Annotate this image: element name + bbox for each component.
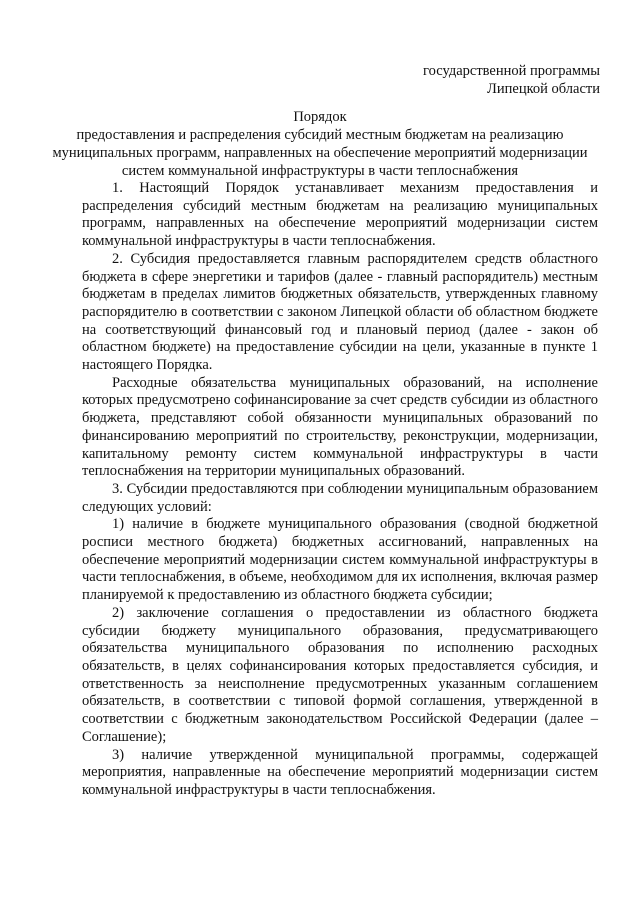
document-title xyxy=(40,108,600,180)
header-program-line: государственной программы xyxy=(423,63,600,79)
paragraph-obligations: Расходные обязательства муниципальных образований, на исполнение которых предусмотрено софинансирование за счет средств субсидии из областного бюджета, представляют собой обязанности муниципальных образований по финансированию мероприятий по строительству, реконструкции, модернизации, капитальному ремонту систем коммунальной инфраструктуры в части теплоснабжения на территории муниципальных образований. xyxy=(82,374,598,480)
paragraph-2: 2. Субсидия предоставляется главным распорядителем средств областного бюджета в сфере энергетики и тарифов (далее - главный распорядитель) местным бюджетам в пределах лимитов бюджетных обязательств, утвержденных главному распорядителю в соответствии с законом Липецкой области об областном бюджете на соответствующий финансовый год и плановый период (далее - закон об областном бюджете) на предоставление субсидии на цели, указанные в пункте 1 настоящего Порядка. xyxy=(82,250,598,374)
condition-2: 2) заключение соглашения о предоставлении из областного бюджета субсидии бюджету муниципального образования, предусматривающего обязательства муниципального образования по исполнению расходных обязательств, в целях софинансирования которых предоставляется субсидия, и ответственность за неисполнение предусмотренных указанным соглашением обязательств, в соответствии с типовой формой соглашения, утвержденной в соответствии с бюджетным законодательством Российской Федерации (далее – Соглашение); xyxy=(82,604,598,745)
condition-1: 1) наличие в бюджете муниципального образования (сводной бюджетной росписи местного бюджета) бюджетных ассигнований, направленных на обеспечение мероприятий модернизации систем коммунальной инфраструктуры в части теплоснабжения, в объеме, необходимом для их исполнения, включая размер планируемой к предоставлению из областного бюджета субсидии; xyxy=(82,516,598,604)
paragraph-1: 1. Настоящий Порядок устанавливает механизм предоставления и распределения субсидий местным бюджетам на реализацию муниципальных программ, направленных на обеспечение мероприятий модернизации систем коммунальной инфраструктуры в части теплоснабжения. xyxy=(82,180,598,250)
document-body xyxy=(82,180,598,800)
header-region-line: Липецкой области xyxy=(487,81,600,97)
title-subtitle: предоставления и распределения субсидий местным бюджетам на реализацию муниципальных программ, направленных на обеспечение мероприятий модернизации систем коммунальной инфраструктуры в части теплоснабжения xyxy=(52,127,588,179)
title-main: Порядок xyxy=(293,109,347,125)
paragraph-3: 3. Субсидии предоставляются при соблюдении муниципальным образованием следующих условий: xyxy=(82,480,598,515)
condition-3: 3) наличие утвержденной муниципальной программы, содержащей мероприятия, направленные на обеспечение мероприятий модернизации систем коммунальной инфраструктуры в части теплоснабжения. xyxy=(82,746,598,798)
document-header xyxy=(423,62,600,98)
